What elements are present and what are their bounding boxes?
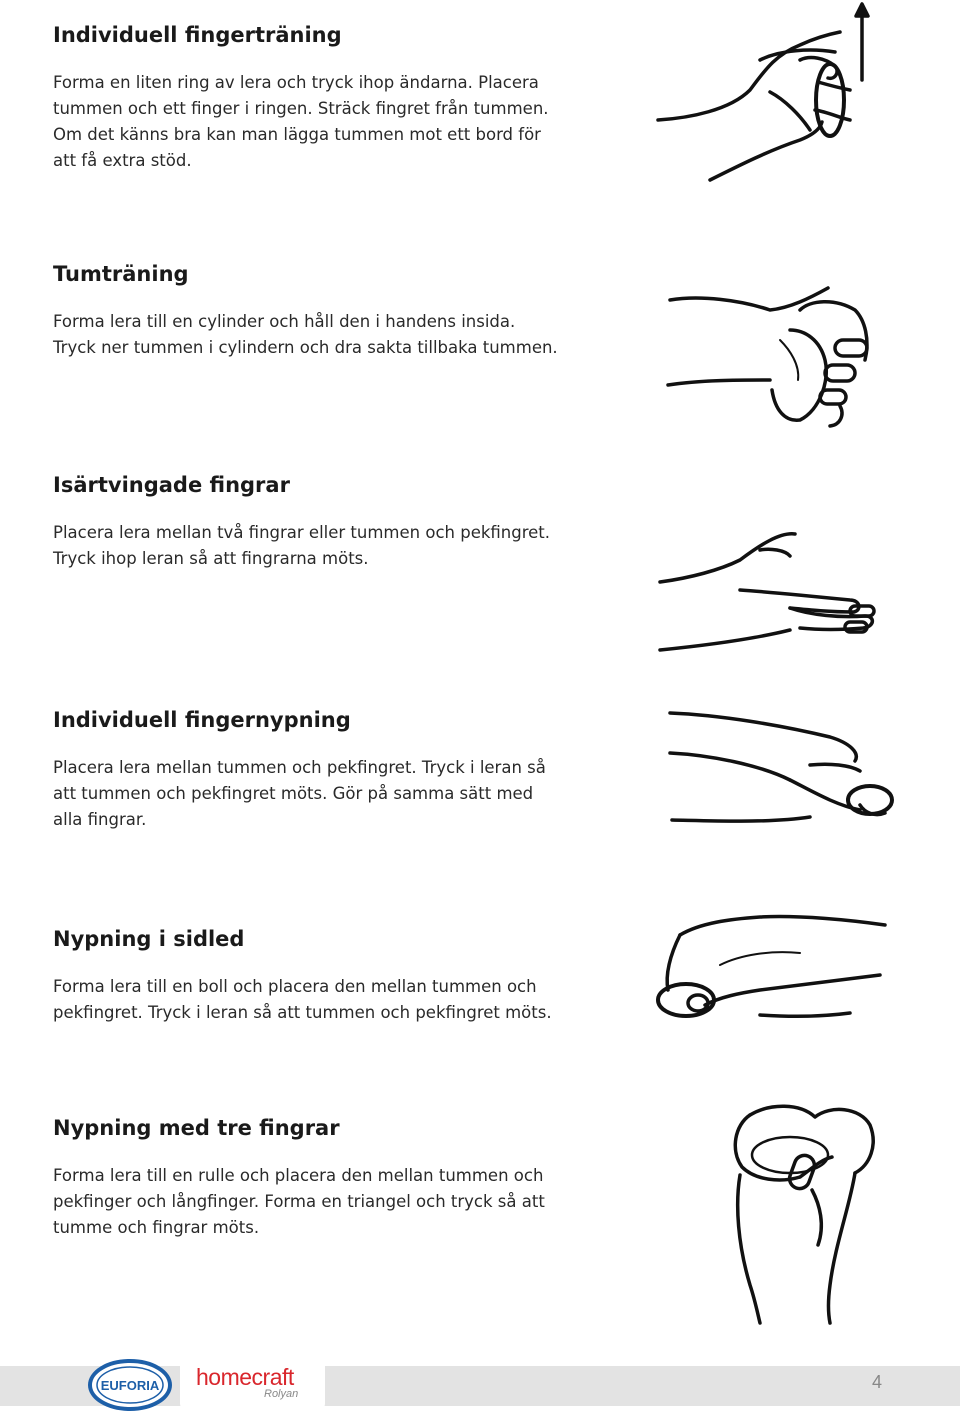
euforia-logo-text: EUFORIA — [100, 1378, 160, 1393]
exercise-section-three-finger-pinch — [53, 1115, 593, 1241]
section-heading: Nypning i sidled — [53, 927, 245, 951]
text-line: Forma lera till en boll och placera den mellan tummen och — [53, 977, 537, 996]
section-text — [53, 974, 593, 1026]
exercise-section-lateral-pinch — [53, 926, 593, 1026]
text-line: Placera lera mellan tummen och pekfingret. Tryck i leran så — [53, 758, 546, 777]
exercise-section-thumb — [53, 261, 593, 361]
text-line: Forma lera till en rulle och placera den mellan tummen och — [53, 1166, 544, 1185]
text-line: pekfingret. Tryck i leran så att tummen och pekfingret möts. — [53, 1003, 552, 1022]
section-heading: Tumträning — [53, 262, 189, 286]
homecraft-logo-text: homecraft — [196, 1364, 294, 1390]
exercise-section-finger-pinch — [53, 707, 593, 833]
section-heading: Nypning med tre fingrar — [53, 1116, 340, 1140]
hand-ring-stretch-icon — [650, 0, 880, 190]
page-number: 4 — [872, 1372, 883, 1392]
text-line: Om det känns bra kan man lägga tummen mot ett bord för — [53, 125, 541, 144]
hand-cylinder-grip-icon — [660, 280, 890, 440]
euforia-logo — [88, 1359, 172, 1415]
text-line: tummen och ett finger i ringen. Sträck fingret från tummen. — [53, 99, 549, 118]
hand-three-finger-pinch-icon — [720, 1095, 890, 1325]
section-text — [53, 755, 593, 833]
text-line: Tryck ihop leran så att fingrarna möts. — [53, 549, 369, 568]
section-text — [53, 309, 593, 361]
text-line: Tryck ner tummen i cylindern och dra sakta tillbaka tummen. — [53, 338, 558, 357]
exercise-section-ring — [53, 22, 593, 174]
section-heading: Isärtvingade fingrar — [53, 473, 290, 497]
hand-fingers-spread-icon — [650, 520, 890, 660]
section-heading: Individuell fingernypning — [53, 708, 351, 732]
section-text — [53, 520, 593, 572]
text-line: alla fingrar. — [53, 810, 147, 829]
hand-lateral-pinch-icon — [650, 905, 890, 1040]
text-line: tumme och fingrar möts. — [53, 1218, 260, 1237]
exercise-section-spread — [53, 472, 593, 572]
section-text — [53, 70, 593, 174]
section-heading: Individuell fingerträning — [53, 23, 342, 47]
text-line: pekfinger och långfinger. Forma en triangel och tryck så att — [53, 1192, 545, 1211]
rolyan-logo-text: Rolyan — [264, 1388, 299, 1400]
text-line: Placera lera mellan två fingrar eller tummen och pekfingret. — [53, 523, 551, 542]
text-line: Forma en liten ring av lera och tryck ihop ändarna. Placera — [53, 73, 539, 92]
section-text — [53, 1163, 593, 1241]
hand-finger-pinch-icon — [660, 695, 900, 830]
homecraft-logo — [180, 1360, 325, 1408]
text-line: Forma lera till en cylinder och håll den i handens insida. — [53, 312, 516, 331]
text-line: att få extra stöd. — [53, 151, 192, 170]
text-line: att tummen och pekfingret möts. Gör på samma sätt med — [53, 784, 534, 803]
